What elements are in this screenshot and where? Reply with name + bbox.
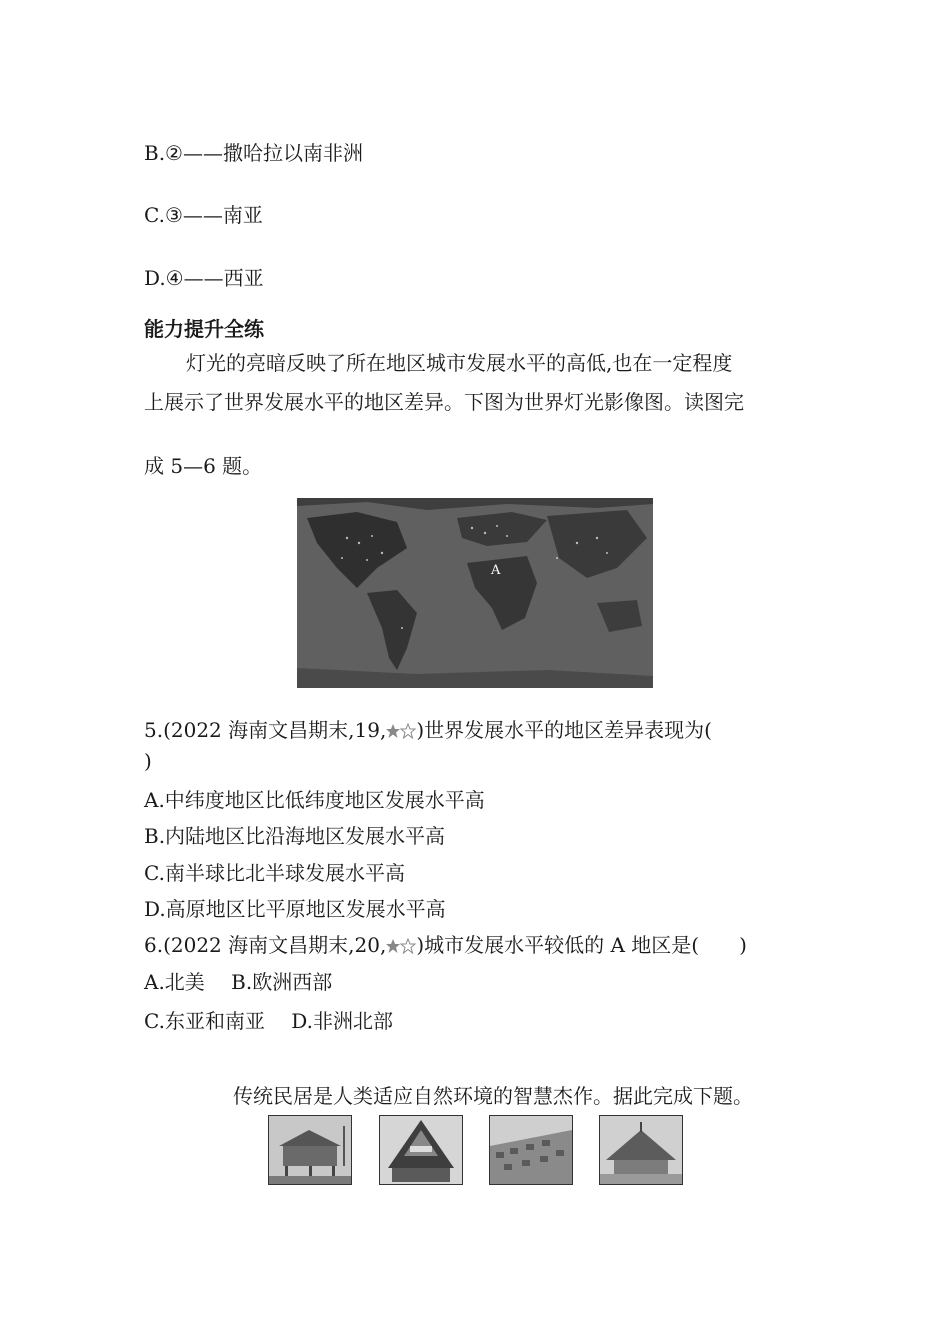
- world-lights-map: [297, 498, 653, 688]
- q5-close-paren: ): [144, 749, 152, 773]
- option-b-prev: B.②——撒哈拉以南非洲: [144, 141, 363, 165]
- q5-source: 5.(2022 海南文昌期末,19,: [144, 718, 387, 742]
- q6-stem: [144, 929, 747, 958]
- q5-option-b: B.内陆地区比沿海地区发展水平高: [144, 824, 446, 848]
- q6-options-row-2: C.东亚和南亚 D.非洲北部: [144, 1009, 393, 1033]
- dwelling-photo-4: [599, 1115, 683, 1185]
- map-label-a: A: [491, 563, 501, 578]
- dwelling-photo-2: [379, 1115, 463, 1185]
- steep-roof-house-image: [380, 1116, 462, 1184]
- option-d-prev: D.④——西亚: [144, 266, 264, 290]
- thatched-hut-image: [600, 1116, 682, 1184]
- q6-source: 6.(2022 海南文昌期末,20,: [144, 933, 387, 957]
- difficulty-stars-icon: [386, 723, 416, 739]
- intro-line-2: 上展示了世界发展水平的地区差异。下图为世界灯光影像图。读图完: [144, 390, 744, 414]
- section-title: 能力提升全练: [144, 317, 264, 341]
- world-map-graphic: [297, 498, 653, 688]
- q5-option-a: A.中纬度地区比低纬度地区发展水平高: [144, 788, 485, 812]
- difficulty-stars-icon: [386, 938, 416, 954]
- dwelling-photo-3: [489, 1115, 573, 1185]
- option-c-prev: C.③——南亚: [144, 203, 263, 227]
- hillside-village-image: [490, 1116, 572, 1184]
- q6-options-row-1: A.北美 B.欧洲西部: [144, 970, 333, 994]
- stilt-house-image: [269, 1116, 351, 1184]
- q5-stem: [144, 714, 712, 743]
- q5-stem-text: )世界发展水平的地区差异表现为(: [416, 718, 712, 742]
- intro-line-3: 成 5—6 题。: [144, 454, 263, 478]
- q5-option-d: D.高原地区比平原地区发展水平高: [144, 897, 446, 921]
- intro-line-1: 灯光的亮暗反映了所在地区城市发展水平的高低,也在一定程度: [186, 351, 733, 375]
- next-intro: 传统民居是人类适应自然环境的智慧杰作。据此完成下题。: [233, 1084, 753, 1108]
- dwelling-photo-1: [268, 1115, 352, 1185]
- q5-option-c: C.南半球比北半球发展水平高: [144, 861, 405, 885]
- q6-stem-text: )城市发展水平较低的 A 地区是( ): [416, 933, 747, 957]
